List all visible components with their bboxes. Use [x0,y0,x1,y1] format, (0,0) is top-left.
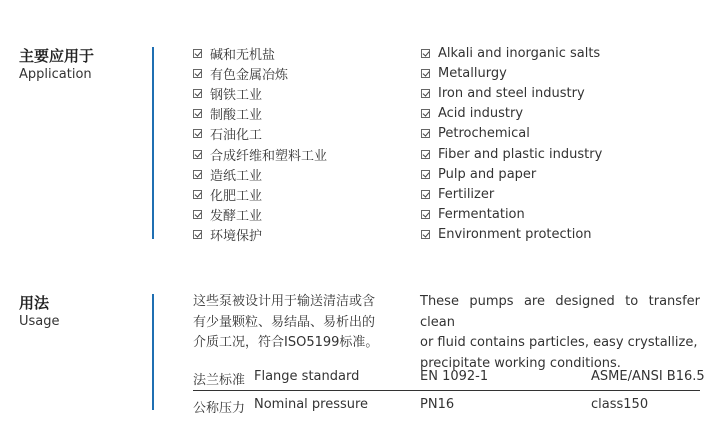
checkbox-icon [193,49,202,58]
list-item [421,164,602,184]
application-list-cn [193,43,327,245]
checkbox-icon [193,89,202,98]
flange-value-1: EN 1092-1 [420,369,489,384]
list-item-label: Fertilizer [438,186,495,202]
list-item-label: Alkali and inorganic salts [438,45,601,61]
list-item-label: Environment protection [438,227,592,243]
list-item-label: 合成纤维和塑料工业 [210,148,328,164]
checkbox-icon [193,150,202,159]
list-item [193,164,327,184]
list-item-label: Pulp and paper [438,166,537,182]
checkbox-icon [421,190,430,199]
list-item-label: 发酵工业 [210,209,263,225]
checkbox-icon [421,49,430,58]
usage-description-en-line: or fluid contains particles, easy crystallize, [420,335,698,350]
checkbox-icon [193,210,202,219]
list-item [421,104,602,124]
checkbox-icon [421,129,430,138]
usage-description-cn [193,292,393,354]
list-item-label: Fiber and plastic industry [438,146,603,162]
usage-description-cn-line: 有少量颗粒、易结晶、易析出的 [193,314,376,330]
application-divider [152,47,154,239]
list-item [421,63,602,83]
usage-divider [152,294,154,410]
list-item [193,63,327,83]
checkbox-icon [421,230,430,239]
checkbox-icon [193,129,202,138]
checkbox-icon [421,150,430,159]
list-item-label: 石油化工 [210,128,263,144]
pressure-value-2: class150 [591,397,649,412]
usage-title-en: Usage [19,314,60,329]
list-item-label: Metallurgy [438,65,507,81]
usage-title-cn: 用法 [19,294,50,312]
list-item-label: Acid industry [438,106,524,122]
list-item [193,144,327,164]
usage-description-en-line: precipitate working conditions. [420,355,621,371]
list-item [421,205,602,225]
list-item [421,83,602,103]
list-item-label: Petrochemical [438,126,530,142]
usage-description-cn-line: 这些泵被设计用于输送清洁或含 [193,294,376,309]
pressure-value-1: PN16 [420,397,455,412]
list-item [193,184,327,204]
flange-label-cn: 法兰标准 [193,373,246,388]
list-item [421,225,602,245]
application-title-en: Application [19,67,92,82]
list-item-label: 化肥工业 [210,188,263,204]
checkbox-icon [193,230,202,239]
list-item [193,43,327,63]
checkbox-icon [421,69,430,78]
list-item-label: Iron and steel industry [438,85,585,101]
list-item [421,43,602,63]
usage-description-en [420,292,700,374]
list-item-label: 造纸工业 [210,168,263,184]
checkbox-icon [421,109,430,118]
list-item [193,124,327,144]
checkbox-icon [421,170,430,179]
list-item-label: 环境保护 [210,229,263,245]
usage-description-en-line: These pumps are designed to transfer clean [420,294,700,330]
checkbox-icon [193,69,202,78]
flange-value-2: ASME/ANSI B16.5 [591,369,705,384]
list-item-label: 制酸工业 [210,108,263,124]
list-item [421,124,602,144]
list-item-label: Fermentation [438,207,525,223]
list-item [193,205,327,225]
pressure-label-en: Nominal pressure [254,397,369,412]
list-item [193,104,327,124]
flange-label-en: Flange standard [254,369,360,384]
application-title-cn: 主要应用于 [19,47,95,65]
checkbox-icon [421,89,430,98]
checkbox-icon [193,170,202,179]
usage-description-cn-line: 介质工况，符合ISO5199标准。 [193,335,379,350]
list-item [193,83,327,103]
table-divider [193,390,700,391]
list-item [421,184,602,204]
checkbox-icon [193,190,202,199]
checkbox-icon [193,109,202,118]
list-item-label: 有色金属冶炼 [210,67,289,83]
list-item [193,225,327,245]
list-item-label: 碱和无机盐 [210,47,276,63]
list-item-label: 钢铁工业 [210,87,263,103]
pressure-label-cn: 公称压力 [193,401,246,416]
list-item [421,144,602,164]
checkbox-icon [421,210,430,219]
application-list-en [421,43,602,245]
